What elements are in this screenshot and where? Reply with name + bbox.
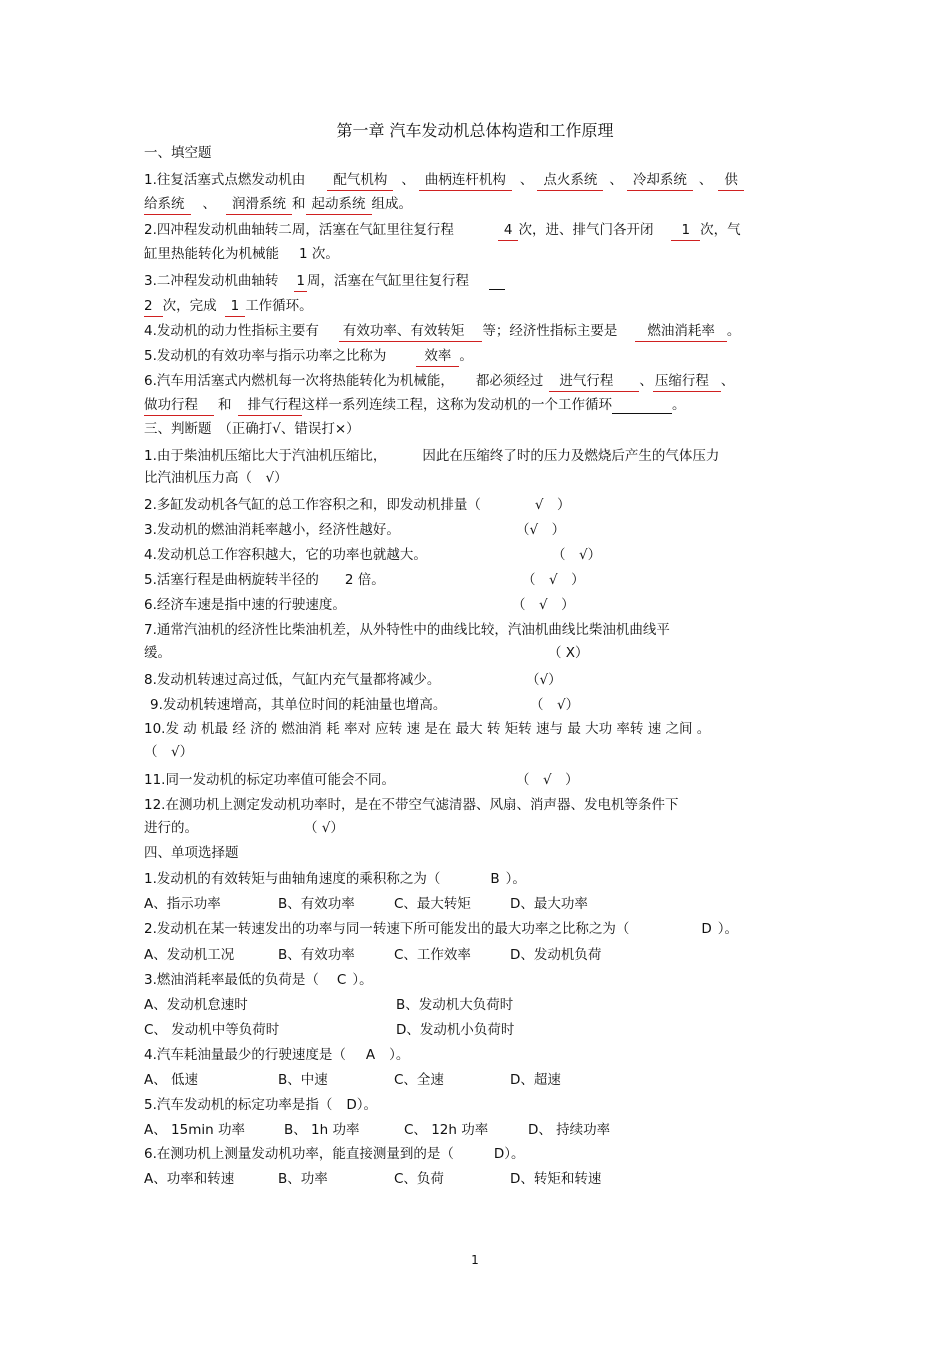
choice-q2-option-a: A、发动机工况	[144, 947, 235, 963]
blank: 进气行程	[549, 373, 639, 389]
section-heading-judge: 三、判断题 （正确打√、错误打×）	[144, 421, 360, 437]
blank: 曲柄连杆机构	[419, 172, 512, 188]
choice-q6-option-a: A、功率和转速	[144, 1171, 235, 1187]
choice-q6-option-b: B、功率	[278, 1171, 328, 1187]
choice-q5-option-b: B、 1h 功率	[284, 1122, 360, 1138]
blank: 有效功率、有效转矩	[339, 323, 483, 339]
judge-q1-line2: 比汽油机压力高（ √）	[144, 470, 288, 486]
fill-q4: 4.发动机的动力性指标主要有 有效功率、有效转矩 等；经济性指标主要是 燃油消耗率 。	[144, 323, 741, 339]
choice-q2-option-b: B、有效功率	[278, 947, 355, 963]
judge-q9: 9.发动机转速增高，其单位时间的耗油量也增高。	[150, 697, 447, 713]
blank: 点火系统	[537, 172, 603, 188]
blank: 排气行程	[238, 397, 302, 413]
judge-q5-answer: （ √ ）	[522, 572, 585, 588]
choice-q1-option-d: D、最大功率	[510, 896, 588, 912]
choice-q4: 4.汽车耗油量最少的行驶速度是（ A ）。	[144, 1047, 410, 1063]
choice-q3-option-b: B、发动机大负荷时	[396, 997, 514, 1013]
blank: 配气机构	[327, 172, 393, 188]
choice-q4-option-b: B、中速	[278, 1072, 328, 1088]
judge-q11-answer: （ √ ）	[516, 772, 579, 788]
blank: 压缩行程	[653, 373, 721, 389]
choice-q2-option-d: D、发动机负荷	[510, 947, 602, 963]
judge-q6: 6.经济车速是指中速的行驶速度。	[144, 597, 346, 613]
choice-q4-option-c: C、全速	[394, 1072, 444, 1088]
page-title: 第一章 汽车发动机总体构造和工作原理	[336, 121, 614, 140]
blank: 1	[671, 222, 700, 238]
judge-q6-answer: （ √ ）	[512, 597, 575, 613]
choice-q6-option-d: D、转矩和转速	[510, 1171, 602, 1187]
choice-q1: 1.发动机的有效转矩与曲轴角速度的乘积称之为（ B ）。	[144, 871, 526, 887]
blank: 起动系统	[306, 196, 372, 212]
fill-q6-line2: 做功行程 和 排气行程这样一系列连续工程，这称为发动机的一个工作循环 。	[144, 397, 686, 413]
choice-q1-option-a: A、指示功率	[144, 896, 221, 912]
judge-q3-answer: （√ ）	[516, 522, 566, 538]
fill-q3-line1: 3.二冲程发动机曲轴转 1 周，活塞在气缸里往复行程	[144, 271, 505, 291]
choice-q2-option-c: C、工作效率	[394, 947, 471, 963]
choice-q1-option-c: C、最大转矩	[394, 896, 471, 912]
blank: 1	[225, 298, 246, 314]
judge-q8-answer: （√）	[526, 672, 562, 688]
blank: 做功行程	[144, 397, 214, 413]
judge-q10-line2: （ √）	[144, 744, 194, 760]
blank: 1	[296, 273, 305, 289]
choice-q5-option-c: C、 12h 功率	[404, 1122, 489, 1138]
choice-q5-option-d: D、 持续功率	[528, 1122, 611, 1138]
choice-q4-option-a: A、 低速	[144, 1072, 199, 1088]
blank: 效率	[416, 348, 459, 364]
blank: 供	[718, 172, 744, 188]
fill-q2-line2: 缸里热能转化为机械能 1 次。	[144, 246, 339, 262]
choice-q3: 3.燃油消耗率最低的负荷是（ C ）。	[144, 972, 373, 988]
judge-q12-line1: 12.在测功机上测定发动机功率时，是在不带空气滤清器、风扇、消声器、发电机等条件下	[144, 797, 679, 813]
judge-q4-answer: （ √）	[552, 547, 602, 563]
blank: 给系统	[144, 196, 191, 212]
fill-q2-line1: 2.四冲程发动机曲轴转二周，活塞在气缸里往复行程 4 次，进、排气门各开闭 1 次，气	[144, 222, 741, 238]
page-number: 1	[471, 1253, 479, 1267]
blank	[612, 397, 672, 414]
choice-q5-option-a: A、 15min 功率	[144, 1122, 245, 1138]
section-heading-choice: 四、单项选择题	[144, 845, 239, 861]
blank: 燃油消耗率	[635, 323, 727, 339]
blank: 4	[498, 222, 519, 238]
judge-q9-answer: （ √）	[530, 697, 580, 713]
section-heading-fill: 一、填空题	[144, 145, 212, 161]
judge-q7-line2: 缓。	[144, 645, 171, 661]
fill-q3-line2: 2 次，完成 1 工作循环。	[144, 298, 313, 314]
blank	[489, 273, 505, 290]
judge-q1-line1: 1.由于柴油机压缩比大于汽油机压缩比， 因此在压缩终了时的压力及燃烧后产生的气体压力	[144, 448, 720, 464]
choice-q1-option-b: B、有效功率	[278, 896, 355, 912]
fill-q1-line1: 1.往复活塞式点燃发动机由 配气机构 、 曲柄连杆机构 、 点火系统 、 冷却系统 、 供	[144, 170, 744, 190]
blank: 润滑系统	[226, 196, 292, 212]
choice-q2: 2.发动机在某一转速发出的功率与同一转速下所可能发出的最大功率之比称之为（ D ）。	[144, 921, 739, 937]
choice-q3-option-a: A、发动机怠速时	[144, 997, 248, 1013]
choice-q3-option-c: C、 发动机中等负荷时	[144, 1022, 280, 1038]
choice-q4-option-d: D、超速	[510, 1072, 561, 1088]
judge-q10-line1: 10.发 动 机最 经 济的 燃油消 耗 率对 应转 速 是在 最大 转 矩转 速与 最 大功 率转 速 之间 。	[144, 721, 711, 737]
choice-q3-option-d: D、发动机小负荷时	[396, 1022, 515, 1038]
fill-q5: 5.发动机的有效功率与指示功率之比称为 效率 。	[144, 348, 473, 364]
judge-q4: 4.发动机总工作容积越大，它的功率也就越大。	[144, 547, 427, 563]
blank: 2	[144, 298, 163, 314]
choice-q6: 6.在测功机上测量发动机功率，能直接测量到的是（ D）。	[144, 1146, 525, 1162]
judge-q12-answer: （ √）	[304, 820, 344, 836]
fill-q6-line1: 6.汽车用活塞式内燃机每一次将热能转化为机械能， 都必须经过 进气行程 、 压缩行程 、	[144, 373, 735, 389]
judge-q3: 3.发动机的燃油消耗率越小，经济性越好。	[144, 522, 400, 538]
blank: 冷却系统	[627, 172, 693, 188]
judge-q2: 2.多缸发动机各气缸的总工作容积之和，即发动机排量（ √ ）	[144, 497, 571, 513]
judge-q11: 11.同一发动机的标定功率值可能会不同。	[144, 772, 395, 788]
choice-q5: 5.汽车发动机的标定功率是指（ D）。	[144, 1097, 378, 1113]
choice-q6-option-c: C、负荷	[394, 1171, 444, 1187]
judge-q12-line2: 进行的。	[144, 820, 198, 836]
judge-q5: 5.活塞行程是曲柄旋转半径的 2 倍。	[144, 572, 385, 588]
judge-q7-line1: 7.通常汽油机的经济性比柴油机差，从外特性中的曲线比较，汽油机曲线比柴油机曲线平	[144, 622, 670, 638]
judge-q7-answer: （ X）	[548, 645, 589, 661]
judge-q8: 8.发动机转速过高过低，气缸内充气量都将减少。	[144, 672, 441, 688]
fill-q1-line2: 给系统 、 润滑系统 和 起动系统 组成。	[144, 196, 412, 212]
